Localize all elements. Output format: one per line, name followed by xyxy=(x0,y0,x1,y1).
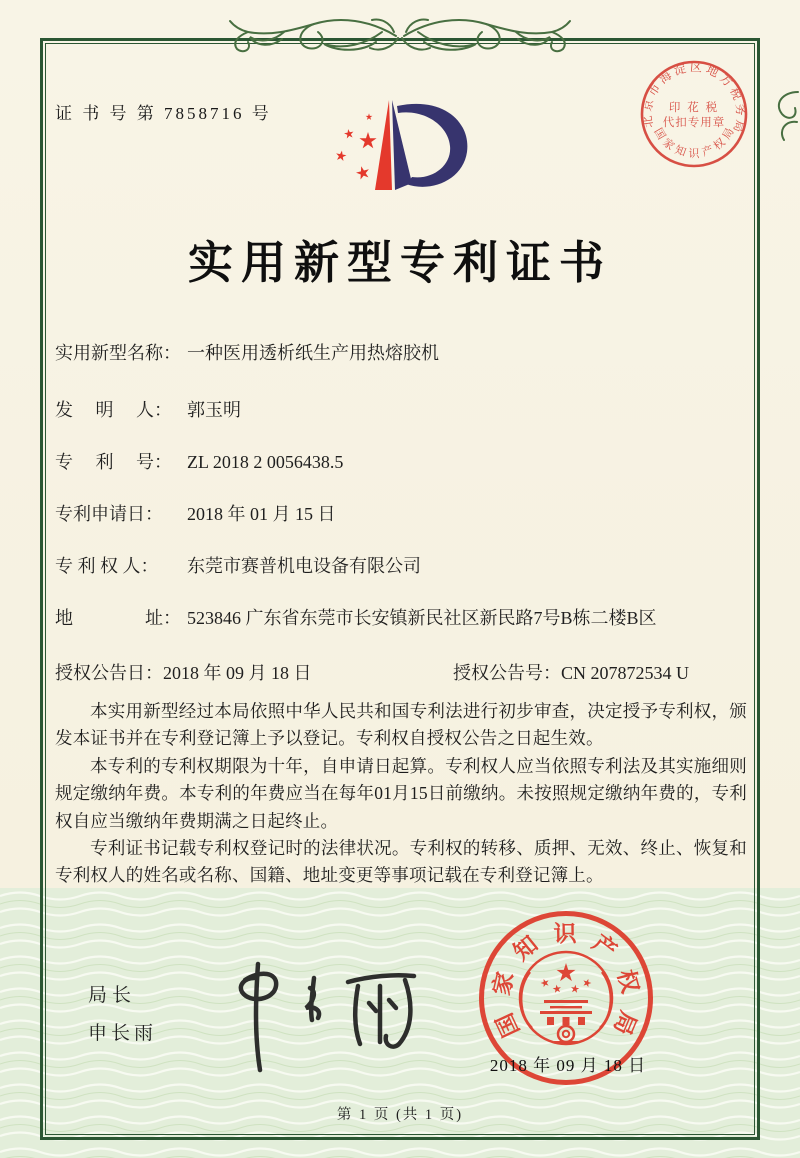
paragraph: 本专利的专利权期限为十年，自申请日起算。专利权人应当依照专利法及其实施细则规定缴纳年费。本专利的年费应当在每年01月15日前缴纳。未按照规定缴纳年费的，专利权自应当缴纳年费期满之日起终止。 xyxy=(55,755,747,831)
certificate-number: 证 书 号 第 7858716 号 xyxy=(55,104,272,123)
svg-text:产: 产 xyxy=(587,929,622,964)
field-label: 专利申请日： xyxy=(55,504,163,524)
field-value: 2018 年 01 月 15 日 xyxy=(187,504,336,524)
paragraph: 专利证书记载专利权登记时的法律状况。专利权的转移、质押、无效、终止、恢复和专利权人的姓名或名称、国籍、地址变更等事项记载在专利登记簿上。 xyxy=(55,838,747,886)
svg-text:家: 家 xyxy=(488,969,519,998)
signature xyxy=(190,948,460,1083)
field-row-address xyxy=(55,605,750,631)
field-label: 专 利 号： xyxy=(55,452,172,472)
field-label: 实用新型名称： xyxy=(55,343,181,363)
body-paragraphs xyxy=(55,698,747,890)
svg-text:局: 局 xyxy=(608,1007,641,1039)
field-row-patentee xyxy=(55,553,750,579)
svg-text:权: 权 xyxy=(612,967,643,996)
field-value: 523846 广东省东莞市长安镇新民社区新民路7号B栋二楼B区 xyxy=(187,608,657,628)
cnipa-logo-icon xyxy=(312,94,488,212)
svg-text:权: 权 xyxy=(711,136,728,153)
page-footer: 第 1 页 (共 1 页) xyxy=(336,1107,464,1123)
svg-text:知: 知 xyxy=(673,144,688,160)
field-label: 发 明 人： xyxy=(55,400,172,420)
svg-text:识: 识 xyxy=(688,148,700,160)
certificate-title: 实用新型专利证书 xyxy=(187,238,612,288)
field-value: ZL 2018 2 0056438.5 xyxy=(187,452,344,472)
svg-text:家: 家 xyxy=(660,136,677,153)
svg-text:识: 识 xyxy=(553,921,577,947)
field-row-filing-date xyxy=(55,501,750,527)
issuer-title: 局长 xyxy=(88,985,137,1006)
field-label: 专 利 权 人： xyxy=(55,556,159,576)
field-label: 地 址： xyxy=(55,608,181,628)
tax-stamp xyxy=(637,57,751,171)
paragraph: 本实用新型经过本局依照中华人民共和国专利法进行初步审查，决定授予专利权，颁发本证书并在专利登记簿上予以登记。专利权自授权公告之日起生效。 xyxy=(55,701,747,749)
svg-text:国: 国 xyxy=(651,126,668,142)
tax-stamp-ring-text: 北京市海淀区地方税务局 xyxy=(639,59,749,138)
grant-date: 授权公告日：2018 年 09 月 18 日 xyxy=(55,663,312,683)
svg-text:知: 知 xyxy=(508,931,543,966)
grant-row xyxy=(55,659,755,685)
field-value: 东莞市赛普机电设备有限公司 xyxy=(187,556,421,576)
tax-stamp-line1: 印 花 税 xyxy=(668,102,720,114)
edge-ornament xyxy=(770,90,800,146)
field-value: 郭玉明 xyxy=(187,400,241,420)
svg-text:局: 局 xyxy=(720,126,737,142)
grant-number: 授权公告号：CN 207872534 U xyxy=(453,663,690,683)
issuer-name: 申长雨 xyxy=(88,1023,158,1044)
field-row-inventor xyxy=(55,397,750,423)
svg-text:产: 产 xyxy=(700,144,715,160)
tax-stamp-bottom-text xyxy=(651,126,736,160)
tax-stamp-line2: 代扣专用章 xyxy=(662,117,726,129)
field-row-patent-no xyxy=(55,449,750,475)
top-ornament xyxy=(226,8,574,70)
field-value: 一种医用透析纸生产用热熔胶机 xyxy=(187,343,439,363)
svg-text:国: 国 xyxy=(491,1009,525,1041)
seal-date: 2018 年 09 月 18 日 xyxy=(489,1056,647,1075)
field-row-name xyxy=(55,340,750,366)
